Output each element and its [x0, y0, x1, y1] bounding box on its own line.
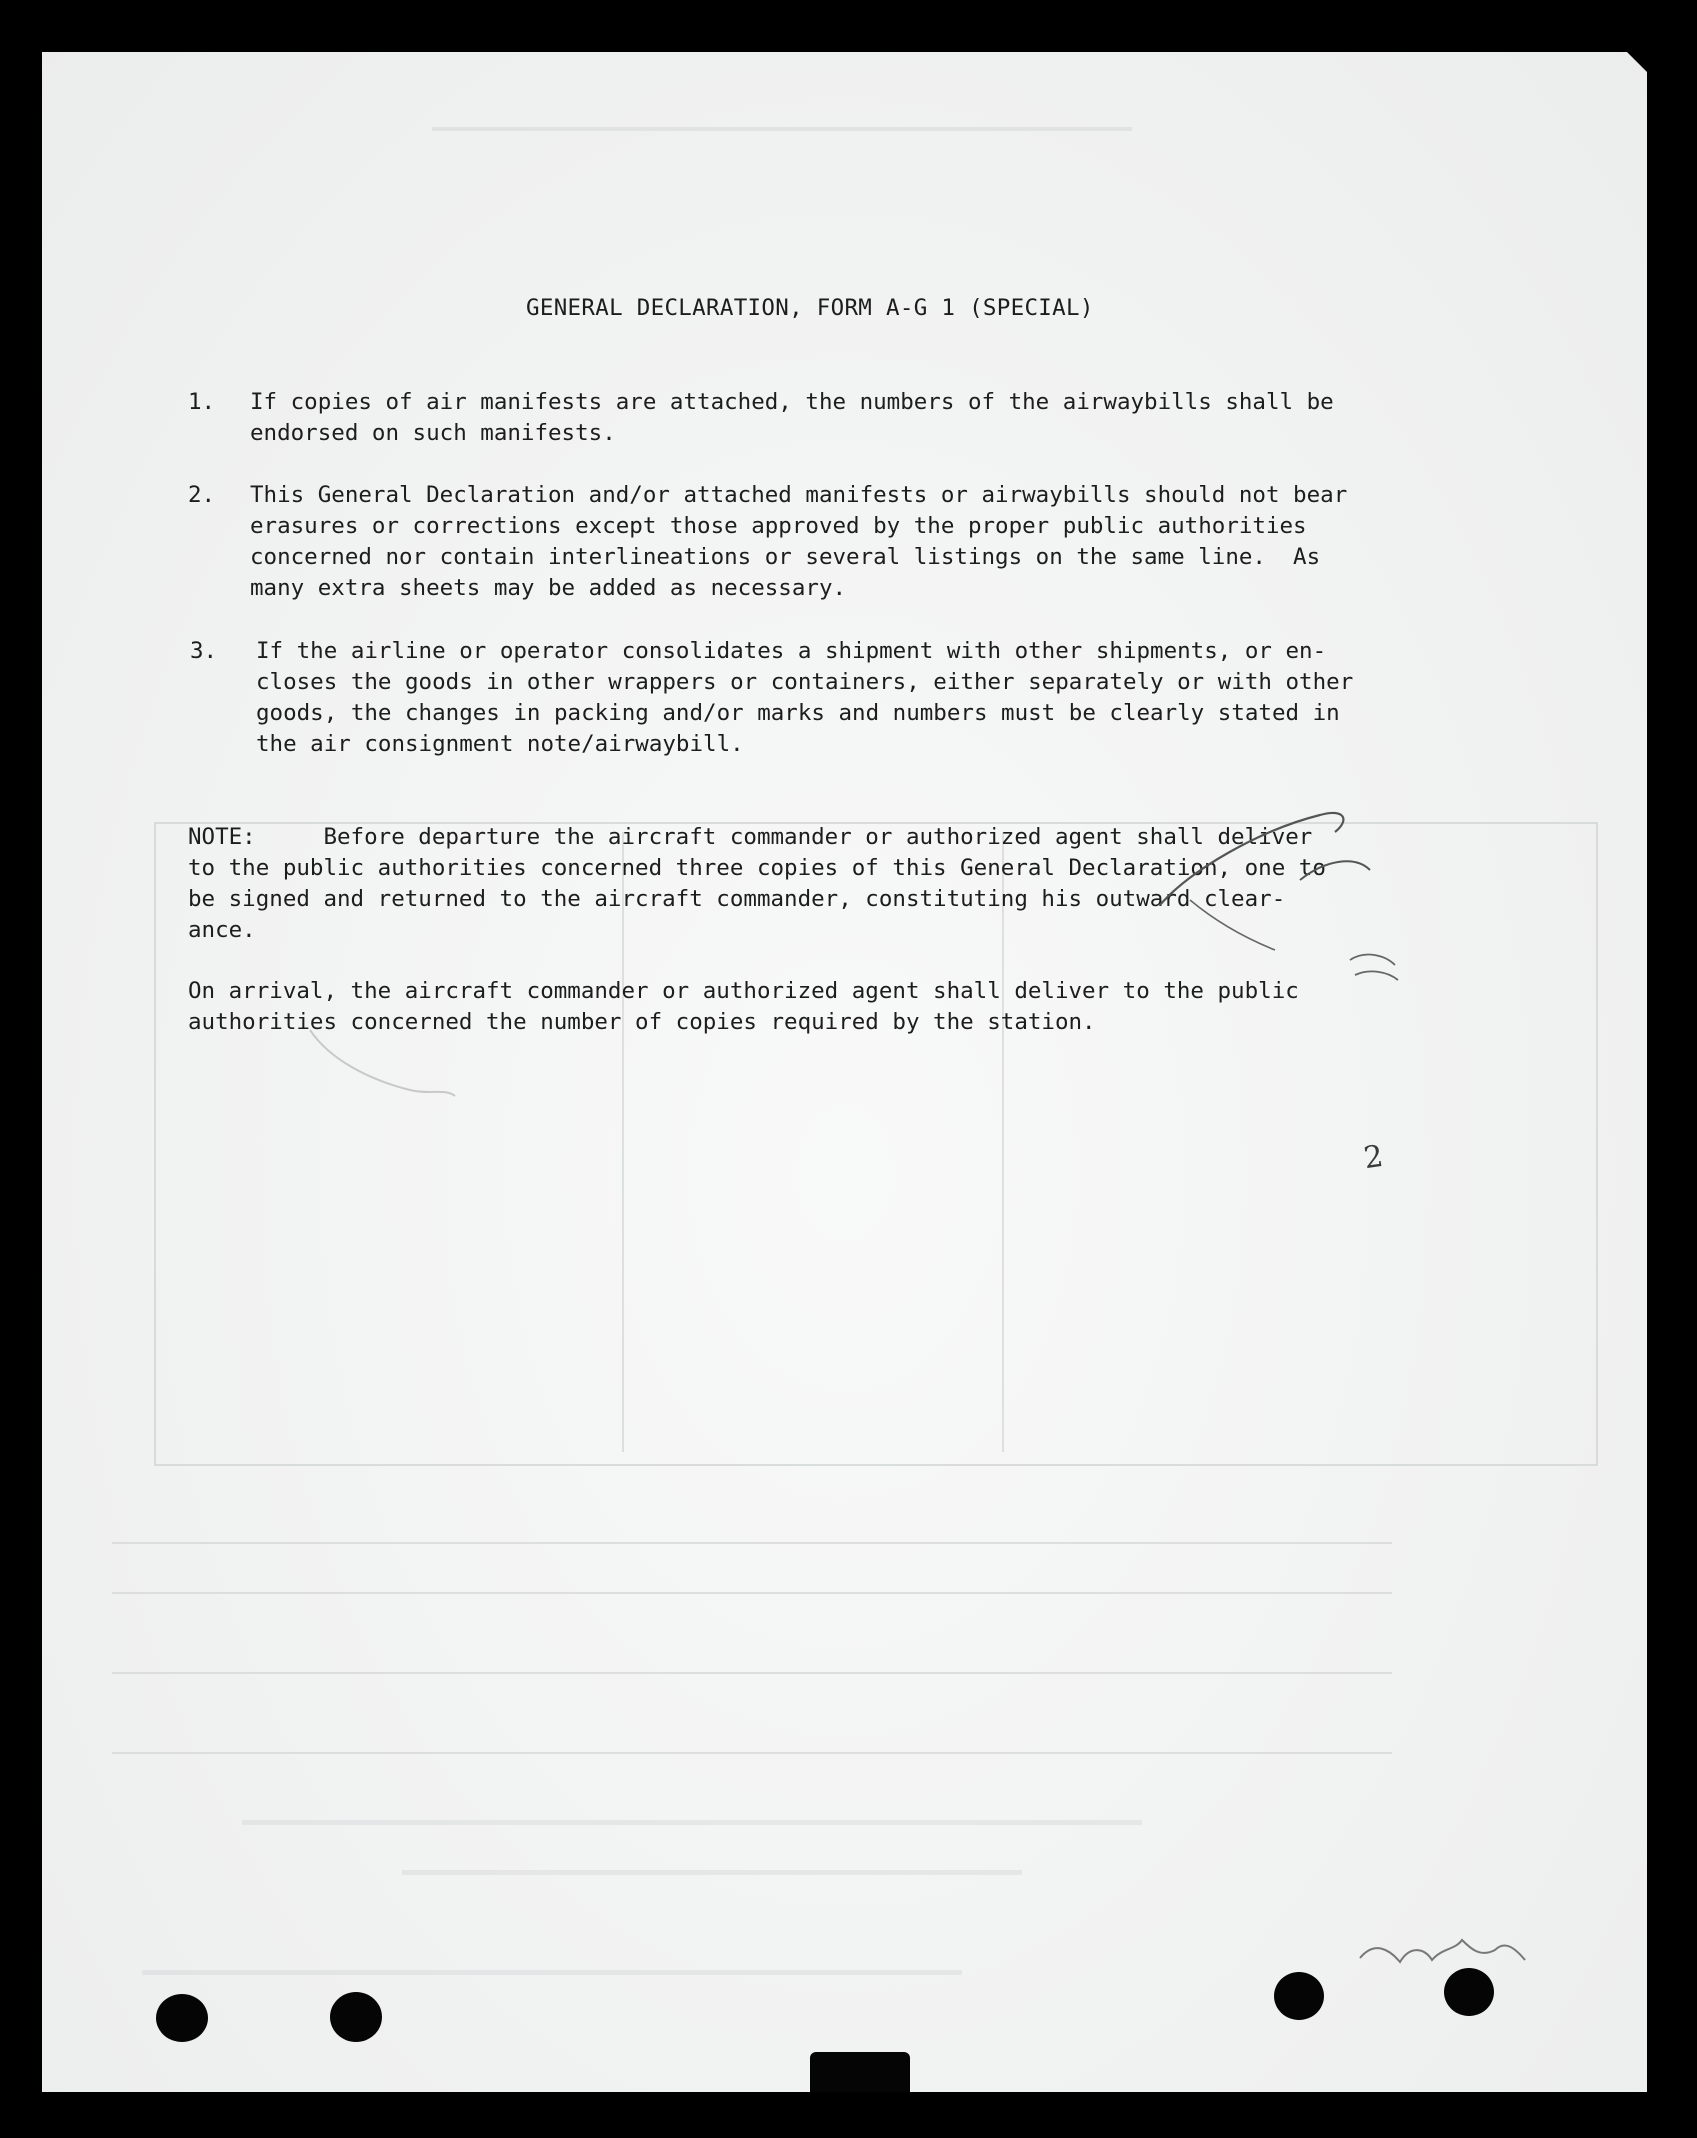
bleed-through-rule	[1002, 832, 1004, 1452]
item-2-line-3: concerned nor contain interlineations or several listings on the same line. As	[250, 544, 1321, 570]
bleed-through-text	[402, 1852, 1022, 1892]
paper-sheet	[42, 52, 1647, 2092]
handwritten-mark: 2	[1361, 1138, 1386, 1177]
note-line-3: be signed and returned to the aircraft commander, constituting his outward clear-	[188, 886, 1286, 912]
arrival-line-2: authorities concerned the number of copies required by the station.	[188, 1009, 1096, 1035]
item-1-line-1: If copies of air manifests are attached, the numbers of the airwaybills shall be	[250, 389, 1334, 415]
arrival-line-1: On arrival, the aircraft commander or authorized agent shall deliver to the public	[188, 978, 1299, 1004]
punch-hole	[156, 1994, 208, 2042]
bleed-through-text	[432, 112, 1132, 146]
bleed-through-rule	[112, 1542, 1392, 1544]
item-2-line-1: This General Declaration and/or attached manifests or airwaybills should not bear	[250, 482, 1348, 508]
bleed-through-rule	[112, 1752, 1392, 1754]
item-3-number: 3.	[190, 638, 218, 664]
item-2-line-4: many extra sheets may be added as necessary.	[250, 575, 847, 601]
bleed-through-rule	[622, 832, 624, 1452]
punch-hole	[1444, 1968, 1494, 2016]
note-line-1: NOTE: Before departure the aircraft commander or authorized agent shall deliver	[188, 824, 1313, 850]
punch-hole	[330, 1992, 382, 2042]
item-1-number: 1.	[188, 389, 216, 415]
bleed-through-text	[142, 1952, 962, 1992]
item-3-line-3: goods, the changes in packing and/or marks and numbers must be clearly stated in	[256, 700, 1340, 726]
bleed-through-rule	[112, 1592, 1392, 1594]
bleed-through-text	[242, 1802, 1142, 1842]
torn-corner	[1627, 52, 1647, 72]
item-1-line-2: endorsed on such manifests.	[250, 420, 616, 446]
document-title: GENERAL DECLARATION, FORM A-G 1 (SPECIAL)	[526, 295, 1094, 321]
item-2-line-2: erasures or corrections except those approved by the proper public authorities	[250, 513, 1307, 539]
item-2-number: 2.	[188, 482, 216, 508]
note-line-4: ance.	[188, 917, 256, 943]
bleed-through-rule	[112, 1672, 1392, 1674]
item-3-line-2: closes the goods in other wrappers or containers, either separately or with other	[256, 669, 1354, 695]
item-3-line-1: If the airline or operator consolidates a shipment with other shipments, or en-	[256, 638, 1327, 664]
item-3-line-4: the air consignment note/airwaybill.	[256, 731, 744, 757]
punch-hole	[1274, 1972, 1324, 2020]
note-line-2: to the public authorities concerned three copies of this General Declaration, one to	[188, 855, 1326, 881]
binding-notch	[810, 2052, 910, 2092]
